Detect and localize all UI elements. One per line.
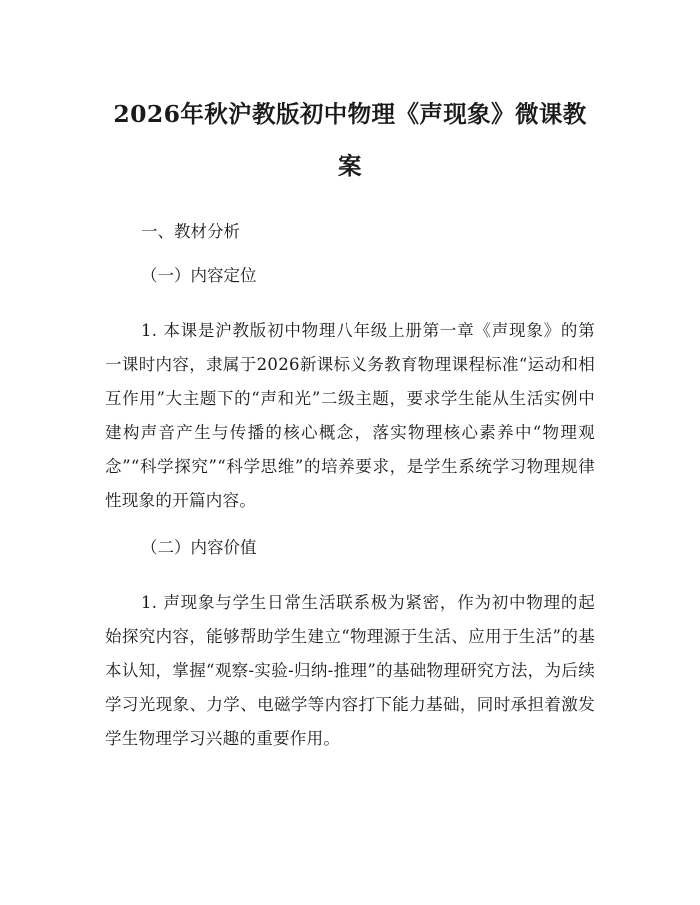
- subsection-heading-content-positioning: （一）内容定位: [141, 266, 257, 285]
- subsection-heading-content-value: （二）内容价值: [141, 538, 257, 557]
- section-heading-materials-analysis: 一、教材分析: [141, 222, 240, 241]
- paragraph-content-positioning: 1. 本课是沪教版初中物理八年级上册第一章《声现象》的第一课时内容，隶属于2026新课标义务教育物理课程标准“运动和相互作用”大主题下的“声和光”二级主题，要求学生能从生活实例中建构声音产生与传播的核心概念，落实物理核心素养中“物理观念”“科学探究”“科学思维”的培养要求，是学生系统学习物理规律性现象的开篇内容。: [105, 321, 595, 510]
- document-title: 2026年秋沪教版初中物理《声现象》微课教案: [113, 100, 587, 180]
- paragraph-content-value: 1. 声现象与学生日常生活联系极为紧密，作为初中物理的起始探究内容，能够帮助学生建立“物理源于生活、应用于生活”的基本认知，掌握“观察-实验-归纳-推理”的基础物理研究方法，为后续学习光现象、力学、电磁学等内容打下能力基础，同时承担着激发学生物理学习兴趣的重要作用。: [105, 593, 595, 748]
